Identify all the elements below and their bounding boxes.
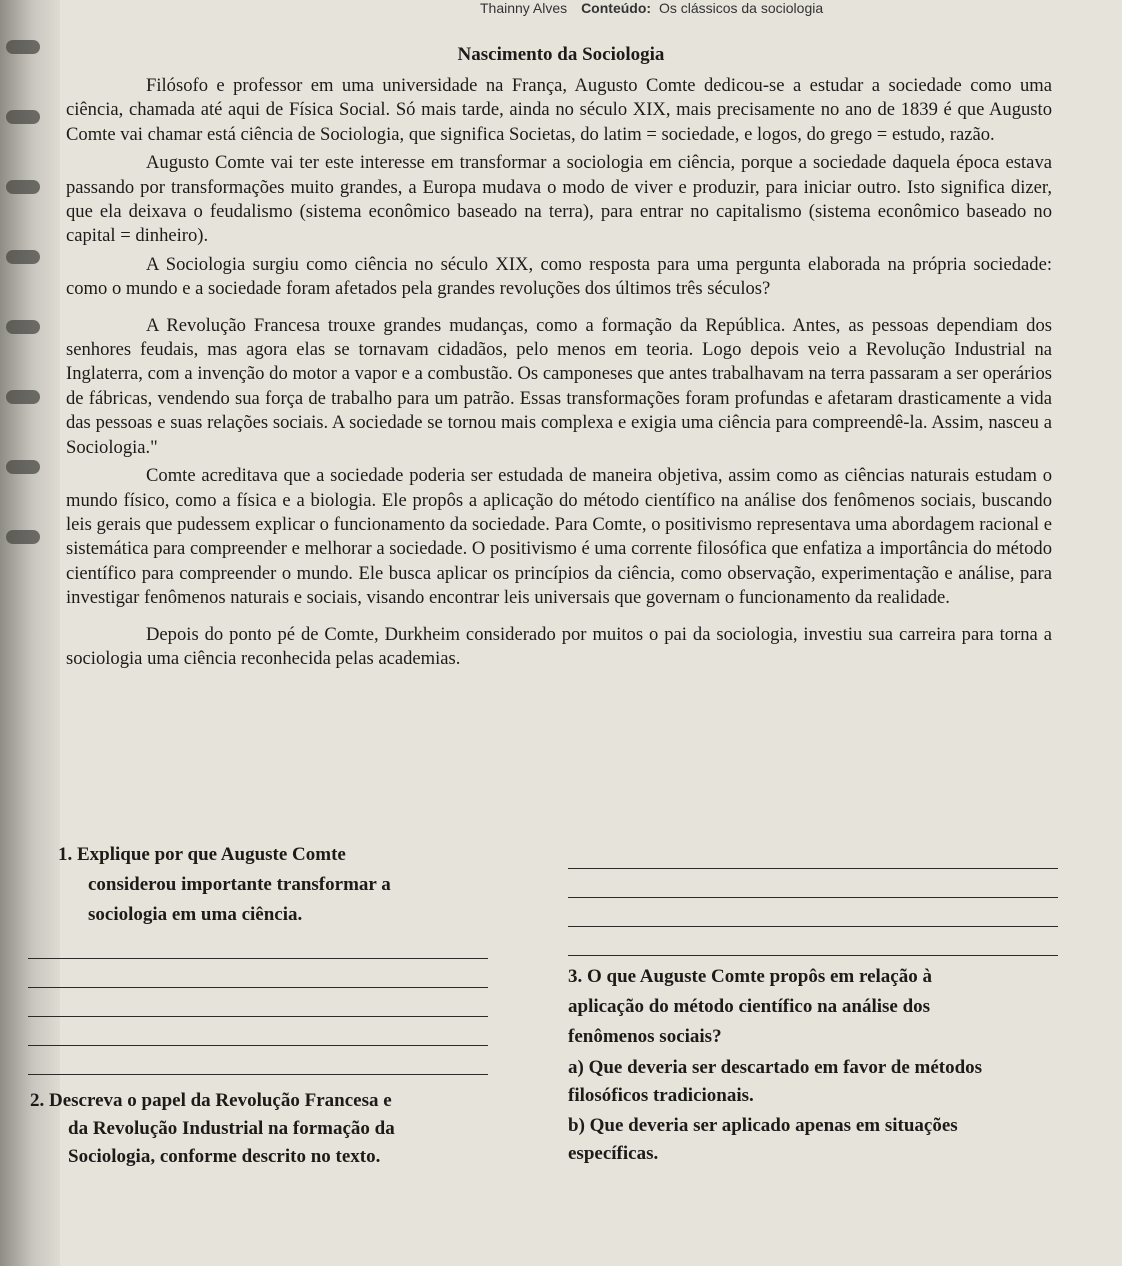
answer-line[interactable] [28, 959, 488, 988]
binding-hole [6, 390, 40, 404]
question-3-line: 3. O que Auguste Comte propôs em relação à [568, 966, 932, 987]
question-3-line: aplicação do método científico na análise dos [568, 996, 931, 1017]
answer-line[interactable] [568, 869, 1058, 898]
paragraph: Filósofo e professor em uma universidade na França, Augusto Comte dedicou-se a estudar a sociedade como uma ciência, chamada até aqui de Física Social. Só mais tarde, ainda no século XIX, mais precisamente no ano de 1839 é que Augusto Comte vai chamar está ciência de Sociologia, que significa Societas, do latim = sociedade, e logos, do grego = estudo, razão. [66, 75, 1052, 145]
binding-hole [6, 320, 40, 334]
paragraph: A Sociologia surgiu como ciência no século XIX, como resposta para uma pergunta elaborada na própria sociedade: como o mundo e a sociedade foram afetados pela grandes revoluções dos últimos três séculos? [66, 253, 1052, 300]
question-2-line: da Revolução Industrial na formação da [68, 1118, 395, 1139]
binding-hole [6, 110, 40, 124]
worksheet-header [480, 0, 1042, 18]
option-a[interactable] [568, 1054, 1068, 1110]
option-b-text: b) Que deveria ser aplicado apenas em situações [568, 1115, 958, 1136]
question-2-line: 2. Descreva o papel da Revolução Francesa e [30, 1090, 392, 1111]
reading-text [66, 74, 1052, 675]
answer-line[interactable] [568, 840, 1058, 869]
question-1-line: considerou importante transformar a [88, 874, 391, 895]
answer-line[interactable] [568, 927, 1058, 956]
questions-left-column [28, 840, 498, 1171]
paragraph: Augusto Comte vai ter este interesse em transformar a sociologia em ciência, porque a sociedade daquela época estava passando por transformações muito grandes, a Europa mudava o modo de viver e produzir, para iniciar outro. Isto significa dizer, que ela deixava o feudalismo (sistema econômico baseado na terra), para entrar no capitalismo (sistema econômico baseado no capital = dinheiro). [66, 152, 1052, 247]
question-1-line: sociologia em uma ciência. [88, 904, 303, 925]
option-b-text: específicas. [568, 1143, 659, 1164]
question-3-line: fenômenos sociais? [568, 1026, 722, 1047]
binding-hole [6, 250, 40, 264]
binding-hole [6, 530, 40, 544]
question-1 [28, 840, 498, 930]
answer-line[interactable] [568, 898, 1058, 927]
answer-line[interactable] [28, 1046, 488, 1075]
answer-line[interactable] [28, 930, 488, 959]
student-name: Thainny Alves [480, 0, 568, 16]
option-b[interactable] [568, 1112, 1068, 1168]
answer-line[interactable] [28, 1017, 488, 1046]
content-value: Os clássicos da sociologia [658, 0, 824, 16]
content-label: Conteúdo: [581, 0, 652, 16]
binding-hole [6, 460, 40, 474]
question-2-line: Sociologia, conforme descrito no texto. [68, 1146, 381, 1167]
answer-line[interactable] [28, 988, 488, 1017]
binding-hole [6, 180, 40, 194]
question-2 [28, 1087, 498, 1171]
questions-right-column [568, 840, 1068, 1168]
option-a-text: filosóficos tradicionais. [568, 1085, 754, 1106]
paragraph: Depois do ponto pé de Comte, Durkheim considerado por muitos o pai da sociologia, investiu sua carreira para torna a sociologia uma ciência reconhecida pelas academias. [66, 623, 1052, 669]
question-1-line: 1. Explique por que Auguste Comte [58, 844, 346, 865]
paragraph: Comte acreditava que a sociedade poderia ser estudada de maneira objetiva, assim como as ciências naturais estudam o mundo físico, como a física e a biologia. Ele propôs a aplicação do método científico na análise dos fenômenos sociais, buscando leis gerais que pudessem explicar o funcionamento da sociedade. Para Comte, o positivismo representava uma abordagem racional e sistemática para compreender e melhorar a sociedade. O positivismo é uma corrente filosófica que enfatiza a importância do método científico para compreender o mundo. Ele busca aplicar os princípios da ciência, como observação, experimentação e análise, para investigar fenômenos naturais e sociais, visando encontrar leis universais que governam o funcionamento da realidade. [66, 465, 1052, 609]
paragraph: A Revolução Francesa trouxe grandes mudanças, como a formação da República. Antes, as pessoas dependiam dos senhores feudais, mas agora elas se tornavam cidadãos, pelo menos em teoria. Logo depois veio a Revolução Industrial na Inglaterra, com a invenção do motor a vapor e a combustão. Os camponeses que antes trabalhavam na terra passaram a ser operários de fábricas, vendendo sua força de trabalho para um patrão. Essas transformações foram profundas e afetaram drasticamente a vida das pessoas e suas relações sociais. A sociedade se tornou mais complexa e exigia uma ciência para compreendê-la. Assim, nasceu a Sociologia." [66, 314, 1052, 458]
option-a-text: a) Que deveria ser descartado em favor de métodos [568, 1057, 983, 1078]
page-title: Nascimento da Sociologia [457, 44, 665, 65]
question-3 [568, 962, 1068, 1052]
